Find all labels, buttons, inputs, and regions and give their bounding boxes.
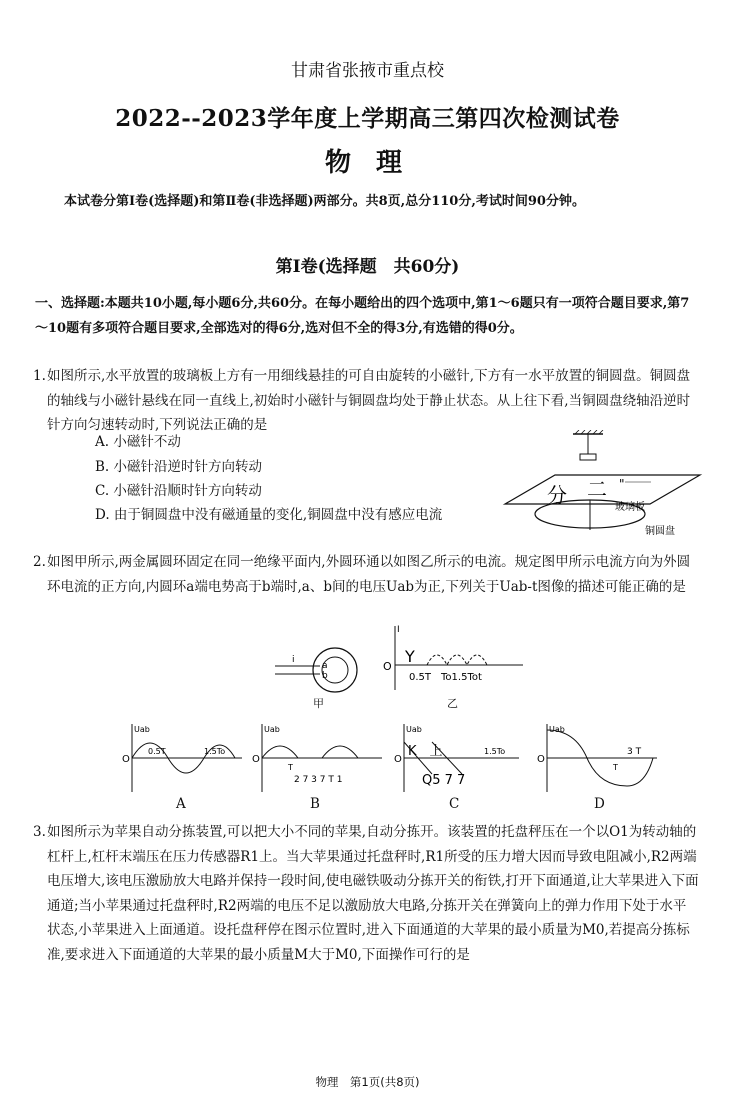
tick-a: T [288,763,293,772]
tick-b: T [613,763,618,772]
question-1 [33,364,699,438]
marks: Y [405,647,415,666]
option-c: C. 小磁针沿顺时针方向转动 [95,483,262,499]
plate-label: 玻璃板 [615,502,645,513]
y-label: Uab [406,725,422,734]
subject-title: 物 理 [324,148,411,178]
question-number: 1. [33,368,46,384]
question-stem: 如图甲所示,两金属圆环固定在同一绝缘平面内,外圆环通以如图乙所示的电流。规定图甲所示电流方向为外圆环电流的正方向,内圆环a端电势高于b端时,a、b间的电压Uab为正,下列关于Uab-t图像的描述可能正确的是 [47,554,691,595]
choice-a-caption: A [176,796,186,812]
question-number: 3. [33,824,46,840]
glyph-quote: " [619,477,625,491]
label-i: i [292,655,295,665]
option-b: B. 小磁针沿逆时针方向转动 [95,459,263,475]
origin: O [394,754,402,765]
label-b: b [322,671,328,681]
tick-a: 0.5T [148,747,166,756]
label-a: a [322,661,328,671]
question-3 [33,820,699,967]
origin: O [537,754,545,765]
y-label: Uab [264,725,280,734]
exam-intro: 本试卷分第Ⅰ卷(选择题)和第Ⅱ卷(非选择题)两部分。共8页,总分110分,考试时间90分钟。 [64,194,585,209]
ticks: 0.5T To1.5Tot [409,672,482,683]
choice-d-graph [535,722,660,794]
origin: O [383,660,392,673]
question-number: 2. [33,554,46,570]
question-stem: 如图所示为苹果自动分拣装置,可以把大小不同的苹果,自动分拣开。该装置的托盘秤压在一个以O1为转动轴的杠杆上,杠杆末端压在压力传感器R1上。当大苹果通过托盘秤时,R1所受的压力增大因而导致电阻减小,R2两端电压增大,该电压激励放大电路并保持一段时间,使电磁铁吸动分拣开关的衔铁,打开下面通道,让大苹果进入下面通道;当小苹果通过托盘秤时,R2两端的电压不足以激励放大电路,分拣开关在弹簧向上的弹力作用下处于水平状态,小苹果进入上面通道。设托盘秤停在图示位置时,进入下面通道的大苹果的最小质量为M0,若提高分拣标准,要求进入下面通道的大苹果的最小质量M大于M0,下面操作可行的是 [47,824,699,963]
tick-c: 1.5To [484,747,506,756]
page-footer: 物理 第1页(共8页) [315,1075,420,1089]
choice-c-caption: C [449,796,460,812]
glyph-right: 二 [587,477,607,501]
caption-yi: 乙 [447,697,458,710]
section-title: 第Ⅰ卷(选择题 共60分) [275,257,460,277]
part-one-instructions: 一、选择题:本题共10小题,每小题6分,共60分。在每小题给出的四个选项中,第1～6题只有一项符合题目要求,第7～10题有多项符合题目要求,全部选对的得6分,选对但不全的得3分,有选错的得0分。 [35,296,690,336]
outer-ring [313,648,357,692]
figure-yi [375,620,525,695]
choice-c-graph [392,722,522,794]
tick-b: Q5 7 7 [422,773,466,788]
tick-a: 3 T [627,747,642,757]
tick-b: 1.5To [204,747,226,756]
option-a: A. 小磁针不动 [95,434,181,450]
origin: O [122,754,130,765]
disk-label: 铜圆盘 [645,526,675,537]
question-2 [33,550,699,599]
choice-b-graph [250,722,385,794]
option-d: D. 由于铜圆盘中没有磁通量的变化,铜圆盘中没有感应电流 [95,507,443,523]
question-stem: 如图所示,水平放置的玻璃板上方有一用细线悬挂的可自由旋转的小磁针,下方有一水平放置的铜圆盘。铜圆盘的轴线与小磁针悬线在同一直线上,初始时小磁针与铜圆盘均处于静止状态。从上往下看,当铜圆盘绕轴沿逆时针方向匀速转动时,下列说法正确的是 [47,368,691,433]
caption-jia: 甲 [313,697,324,710]
tick-b: 2 7 3 7 T 1 [294,775,343,785]
y-label: Uab [549,725,565,734]
tick-a: K 上 [408,744,443,759]
compass-needle [580,454,596,460]
exam-title: 2022--2023学年度上学期高三第四次检测试卷 [115,105,620,132]
y-label: I [397,625,400,635]
choice-d-caption: D [594,796,605,812]
school-name: 甘肃省张掖市重点校 [291,61,444,81]
choice-a-graph [120,722,245,794]
glyph-left: 分 [547,483,567,507]
q1-figure [495,430,705,545]
y-label: Uab [134,725,150,734]
choice-b-caption: B [310,796,320,812]
origin: O [252,754,260,765]
